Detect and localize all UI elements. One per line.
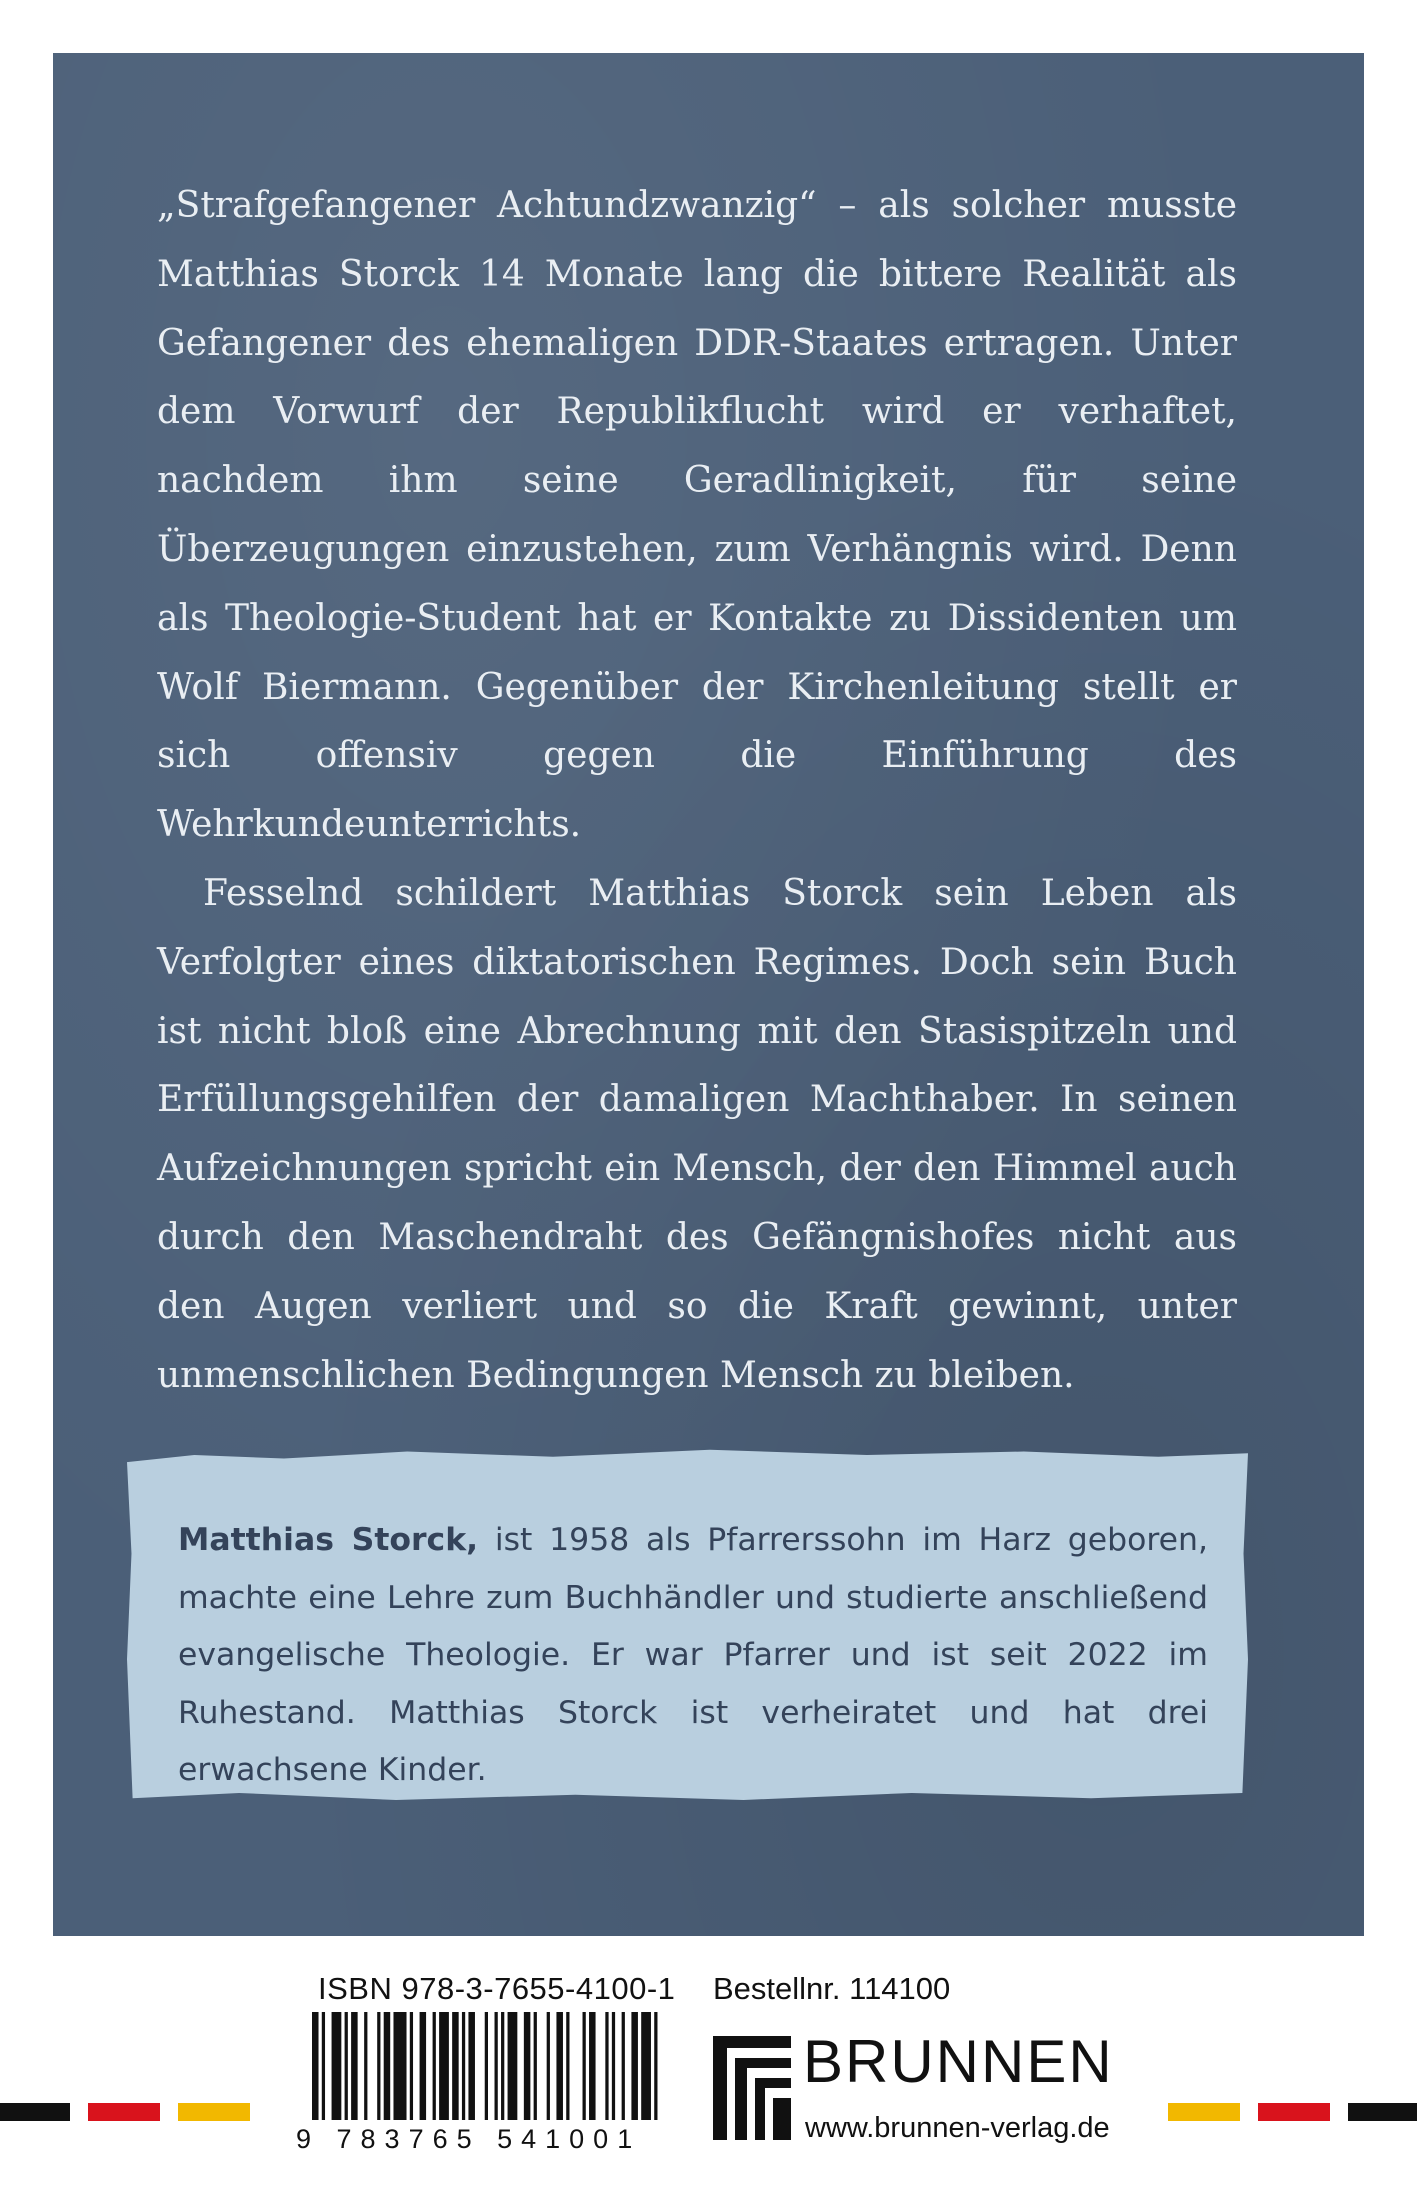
barcode-digits: 9 783765 541001 bbox=[296, 2124, 642, 2154]
barcode-bar bbox=[631, 2012, 638, 2120]
barcode-bar bbox=[332, 2012, 342, 2120]
barcode-bar bbox=[393, 2012, 406, 2120]
barcode-bar bbox=[589, 2012, 596, 2120]
barcode-bar bbox=[641, 2012, 651, 2120]
barcode-bar bbox=[351, 2012, 358, 2120]
flag-stripe-red-right bbox=[1258, 2103, 1330, 2121]
barcode-bar bbox=[452, 2012, 459, 2120]
isbn-label: ISBN 978-3-7655-4100-1 bbox=[318, 1971, 676, 2006]
barcode-bar bbox=[605, 2012, 608, 2120]
flag-stripe-gold-left bbox=[178, 2103, 250, 2121]
order-number: Bestellnr. 114100 bbox=[713, 1971, 951, 2006]
barcode-bar bbox=[501, 2012, 504, 2120]
barcode-bar bbox=[556, 2012, 563, 2120]
publisher-logo-icon bbox=[713, 2036, 791, 2140]
barcode-bar bbox=[384, 2012, 391, 2120]
barcode-bar bbox=[322, 2012, 325, 2120]
blurb-paragraph-1: „Strafgefangener Achtundzwanzig“ – als solcher musste Matthias Storck 14 Monate lang die bittere Realität als Gefangener des ehemaligen DDR-Staates ertragen. Unter dem Vorwurf der Republikflucht wird er verhaftet, nachdem ihm seine Geradlinigkeit, für seine Überzeugungen einzustehen, zum Verhängnis wird. Denn als Theologie-Student hat er Kontakte zu Dissidenten um Wolf Biermann. Gegenüber der Kirchenleitung stellt er sich offensiv gegen die Einführung des Wehrkundeunterrichts. bbox=[157, 185, 1237, 846]
flag-stripe-gold-right bbox=[1168, 2103, 1240, 2121]
book-blurb bbox=[157, 172, 1237, 1410]
author-bio bbox=[178, 1512, 1208, 1800]
barcode-bar bbox=[439, 2012, 449, 2120]
flag-stripe-black-right bbox=[1348, 2103, 1417, 2121]
author-bio-text: ist 1958 als Pfarrerssohn im Harz geboren, machte eine Lehre zum Buchhändler und studierte anschließend evangelische Theologie. Er war Pfarrer und ist seit 2022 im Ruhestand. Matthias Storck ist verheiratet und hat drei erwachsene Kinder. bbox=[178, 1522, 1209, 1788]
barcode-bar bbox=[377, 2012, 380, 2120]
barcode-bar bbox=[508, 2012, 518, 2120]
barcode-bar bbox=[534, 2012, 537, 2120]
flag-stripe-black-left bbox=[0, 2103, 70, 2121]
barcode-bar bbox=[583, 2012, 586, 2120]
barcode-bar bbox=[312, 2012, 319, 2120]
blurb-paragraph-2: Fesselnd schildert Matthias Storck sein Leben als Verfolgter eines diktatorischen Regimes. Doch sein Buch ist nicht bloß eine Abrechnung mit den Stasispitzeln und Erfüllungsgehilfen der damaligen Machthaber. In seinen Aufzeichnungen spricht ein Mensch, der den Himmel auch durch den Maschendraht des Gefängnishofes nicht aus den Augen verliert und so die Kraft gewinnt, unter unmenschlichen Bedingungen Mensch zu bleiben. bbox=[157, 872, 1237, 1396]
barcode-bar bbox=[420, 2012, 427, 2120]
barcode-bar bbox=[433, 2012, 436, 2120]
barcode-bar bbox=[468, 2012, 475, 2120]
publisher-name: BRUNNEN bbox=[803, 2028, 1114, 2095]
barcode-bar bbox=[612, 2012, 615, 2120]
barcode-bar bbox=[566, 2012, 569, 2120]
publisher-url: www.brunnen-verlag.de bbox=[805, 2112, 1110, 2144]
isbn-barcode bbox=[312, 2012, 664, 2120]
barcode-bar bbox=[547, 2012, 550, 2120]
barcode-bar bbox=[410, 2012, 413, 2120]
barcode-bar bbox=[495, 2012, 498, 2120]
barcode-bar bbox=[345, 2012, 348, 2120]
barcode-bar bbox=[462, 2012, 465, 2120]
author-name: Matthias Storck, bbox=[178, 1522, 479, 1558]
barcode-bar bbox=[622, 2012, 625, 2120]
barcode-bar bbox=[524, 2012, 531, 2120]
barcode-bar bbox=[654, 2012, 657, 2120]
barcode-bar bbox=[485, 2012, 488, 2120]
barcode-bar bbox=[364, 2012, 367, 2120]
flag-stripe-red-left bbox=[88, 2103, 160, 2121]
